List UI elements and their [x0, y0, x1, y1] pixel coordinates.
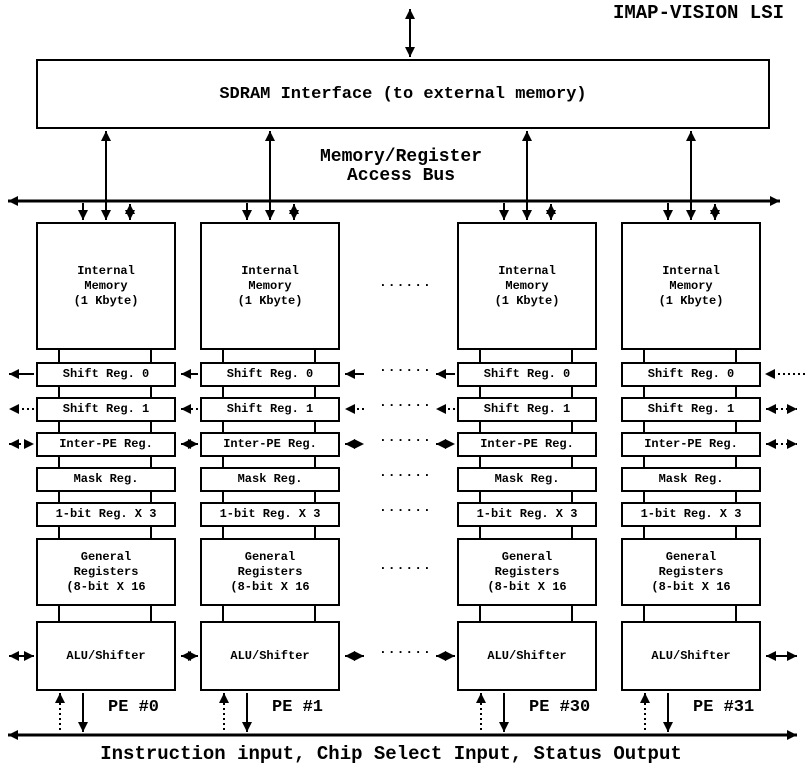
continuation-dots: ......: [379, 465, 432, 480]
general-registers-box: [457, 538, 597, 606]
memory-label-line: Memory: [669, 278, 713, 293]
general-registers-box: [200, 538, 340, 606]
general-label-line: (8-bit X 16: [487, 579, 567, 594]
shift-reg-1-box: Shift Reg. 1: [200, 397, 340, 422]
alu-shifter-box: ALU/Shifter: [621, 621, 761, 691]
general-label-line: (8-bit X 16: [230, 579, 310, 594]
general-label-line: Registers: [73, 564, 139, 579]
general-label-line: General: [244, 549, 296, 564]
memory-label-line: (1 Kbyte): [494, 293, 560, 308]
pe-label: PE #1: [272, 698, 324, 717]
general-label-line: General: [501, 549, 553, 564]
continuation-dots: ......: [379, 642, 432, 657]
general-label-line: Registers: [237, 564, 303, 579]
memory-label-line: (1 Kbyte): [658, 293, 724, 308]
mask-reg-box: Mask Reg.: [36, 467, 176, 492]
sdram-interface-label: SDRAM Interface (to external memory): [219, 84, 587, 104]
general-label-line: (8-bit X 16: [66, 579, 146, 594]
inter-pe-reg-box: Inter-PE Reg.: [36, 432, 176, 457]
diagram-title: IMAP-VISION LSI: [612, 2, 784, 24]
shift-reg-0-box: Shift Reg. 0: [200, 362, 340, 387]
general-label-line: General: [80, 549, 132, 564]
pe-column-0: [36, 222, 176, 722]
internal-memory-box: [200, 222, 340, 350]
pe-label: PE #30: [529, 698, 591, 717]
pe-column-1: [200, 222, 340, 722]
sdram-interface-box: [36, 59, 770, 129]
one-bit-reg-box: 1-bit Reg. X 3: [621, 502, 761, 527]
instruction-bus-label: Instruction input, Chip Select Input, Status Output: [100, 743, 682, 765]
memory-register-bus-label: [320, 148, 482, 186]
pe-label: PE #31: [693, 698, 755, 717]
alu-shifter-box: ALU/Shifter: [200, 621, 340, 691]
general-label-line: Registers: [658, 564, 724, 579]
inter-pe-reg-box: Inter-PE Reg.: [200, 432, 340, 457]
inter-pe-reg-box: Inter-PE Reg.: [457, 432, 597, 457]
alu-shifter-box: ALU/Shifter: [457, 621, 597, 691]
shift-reg-0-box: Shift Reg. 0: [621, 362, 761, 387]
internal-memory-box: [457, 222, 597, 350]
one-bit-reg-box: 1-bit Reg. X 3: [36, 502, 176, 527]
internal-memory-box: [36, 222, 176, 350]
inter-pe-reg-box: Inter-PE Reg.: [621, 432, 761, 457]
continuation-dots: ......: [379, 275, 432, 290]
continuation-dots: ......: [379, 558, 432, 573]
shift-reg-0-box: Shift Reg. 0: [36, 362, 176, 387]
memory-label-line: Memory: [505, 278, 549, 293]
memory-label-line: Memory: [248, 278, 292, 293]
pe-column-3: [621, 222, 761, 722]
alu-shifter-box: ALU/Shifter: [36, 621, 176, 691]
bus-label-line-1: Memory/Register: [319, 147, 483, 167]
general-label-line: (8-bit X 16: [651, 579, 731, 594]
general-label-line: General: [665, 549, 717, 564]
memory-label-line: Internal: [241, 263, 299, 278]
bus-label-line-2: Access Bus: [346, 166, 456, 186]
one-bit-reg-box: 1-bit Reg. X 3: [200, 502, 340, 527]
shift-reg-1-box: Shift Reg. 1: [457, 397, 597, 422]
memory-label-line: Internal: [498, 263, 556, 278]
memory-label-line: (1 Kbyte): [237, 293, 303, 308]
continuation-dots: ......: [379, 360, 432, 375]
general-label-line: Registers: [494, 564, 560, 579]
general-registers-box: [36, 538, 176, 606]
continuation-dots: ......: [379, 500, 432, 515]
continuation-dots: ......: [379, 430, 432, 445]
continuation-dots: ......: [379, 395, 432, 410]
mask-reg-box: Mask Reg.: [621, 467, 761, 492]
memory-label-line: Internal: [77, 263, 135, 278]
shift-reg-1-box: Shift Reg. 1: [36, 397, 176, 422]
mask-reg-box: Mask Reg.: [457, 467, 597, 492]
shift-reg-0-box: Shift Reg. 0: [457, 362, 597, 387]
memory-label-line: Internal: [662, 263, 720, 278]
pe-column-2: [457, 222, 597, 722]
mask-reg-box: Mask Reg.: [200, 467, 340, 492]
memory-label-line: (1 Kbyte): [73, 293, 139, 308]
general-registers-box: [621, 538, 761, 606]
memory-label-line: Memory: [84, 278, 128, 293]
pe-label: PE #0: [108, 698, 160, 717]
internal-memory-box: [621, 222, 761, 350]
shift-reg-1-box: Shift Reg. 1: [621, 397, 761, 422]
one-bit-reg-box: 1-bit Reg. X 3: [457, 502, 597, 527]
